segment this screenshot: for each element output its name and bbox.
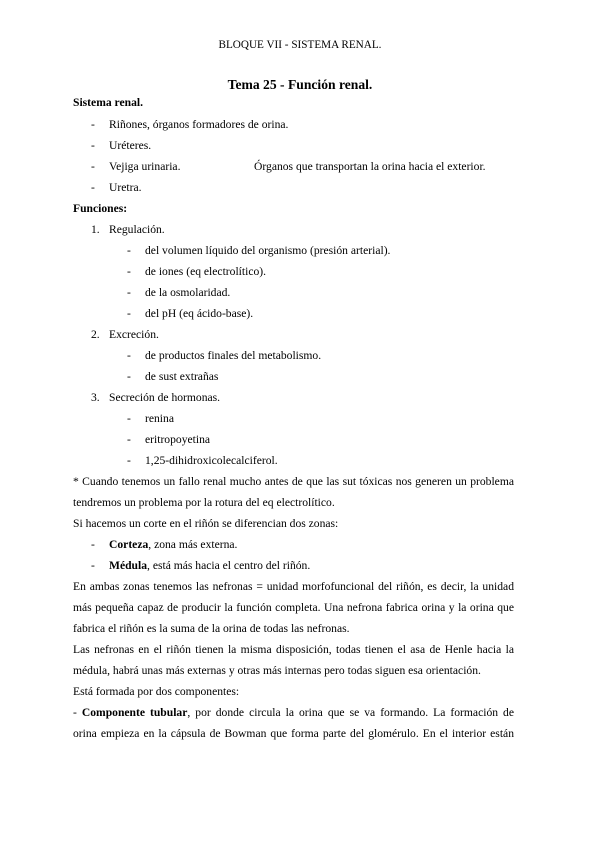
term-description: , está más hacia el centro del riñón. [147, 559, 311, 572]
list-item-text: Vejiga urinaria. [109, 160, 181, 173]
bullet-dash: - [127, 265, 131, 278]
bullet-dash: - [91, 538, 95, 551]
bullet-dash: - [127, 244, 131, 257]
sub-list-item-text: del pH (eq ácido-base). [145, 307, 254, 320]
note-line: tendremos un problema por la rotura del eq electrolítico. [73, 496, 335, 509]
bullet-dash: - [127, 433, 131, 446]
list-item-text [109, 559, 310, 573]
item-number: 2. [91, 328, 100, 341]
bullet-dash: - [127, 412, 131, 425]
term: Médula [109, 559, 148, 572]
item-label: Regulación. [109, 223, 165, 236]
list-item-text: Uretra. [109, 181, 142, 194]
sub-list-item-text: renina [145, 412, 174, 425]
sub-list-item-text: eritropoyetina [145, 433, 211, 446]
bullet-dash: - [91, 139, 95, 152]
item-label: Secreción de hormonas. [109, 391, 221, 404]
item-label: Excreción. [109, 328, 159, 341]
paragraph-line: Las nefronas en el riñón tienen la misma disposición, todas tienen el asa de Henle hacia la [73, 643, 514, 656]
section-heading-sistema-renal: Sistema renal. [73, 96, 143, 109]
item-number: 3. [91, 391, 100, 404]
list-item-text [109, 538, 237, 552]
bullet-dash: - [91, 118, 95, 131]
document-header: BLOQUE VII - SISTEMA RENAL. [218, 39, 382, 51]
item-number: 1. [91, 223, 100, 236]
bullet-dash: - [127, 454, 131, 467]
sub-list-item-text: 1,25-dihidroxicolecalciferol. [145, 454, 278, 467]
term-description: , por donde circula la orina que se va formando. La formación de [187, 706, 514, 719]
sub-list-item-text: del volumen líquido del organismo (presión arterial). [145, 244, 391, 257]
page-title: Tema 25 - Función renal. [227, 77, 373, 92]
bullet-dash: - [127, 307, 131, 320]
paragraph-line: fabrica el riñón es la suma de la orina de todas las nefronas. [73, 622, 350, 635]
prefix-dash: - [73, 706, 82, 719]
list-item-text: Uréteres. [109, 139, 152, 152]
bullet-dash: - [127, 370, 131, 383]
sub-list-item-text: de productos finales del metabolismo. [145, 349, 322, 362]
side-note: Órganos que transportan la orina hacia el exterior. [254, 160, 486, 173]
bullet-dash: - [127, 286, 131, 299]
bullet-dash: - [127, 349, 131, 362]
bullet-dash: - [91, 160, 95, 173]
paragraph-line: Si hacemos un corte en el riñón se diferencian dos zonas: [73, 517, 339, 530]
paragraph-line: más pequeña capaz de producir la función completa. Una nefrona fabrica orina y la orina que [73, 601, 514, 614]
paragraph-line: médula, habrá unas más externas y otras más internas pero todas siguen esa orientación. [73, 664, 481, 677]
paragraph-line [73, 706, 514, 720]
term: Componente tubular [81, 706, 188, 719]
section-heading-funciones: Funciones: [73, 202, 128, 215]
term: Corteza [109, 538, 149, 551]
paragraph-line: En ambas zonas tenemos las nefronas = unidad morfofuncional del riñón, es decir, la unidad [73, 580, 514, 593]
sub-list-item-text: de la osmolaridad. [145, 286, 231, 299]
paragraph-line: Está formada por dos componentes: [73, 685, 240, 698]
note-line: * Cuando tenemos un fallo renal mucho antes de que las sut tóxicas nos generen un problema [73, 475, 514, 488]
bullet-dash: - [91, 181, 95, 194]
paragraph-line: orina empieza en la cápsula de Bowman que forma parte del glomérulo. En el interior están [73, 727, 514, 740]
list-item-text: Riñones, órganos formadores de orina. [109, 118, 289, 131]
sub-list-item-text: de iones (eq electrolítico). [145, 265, 267, 278]
term-description: , zona más externa. [148, 538, 238, 551]
sub-list-item-text: de sust extrañas [145, 370, 219, 383]
bullet-dash: - [91, 559, 95, 572]
